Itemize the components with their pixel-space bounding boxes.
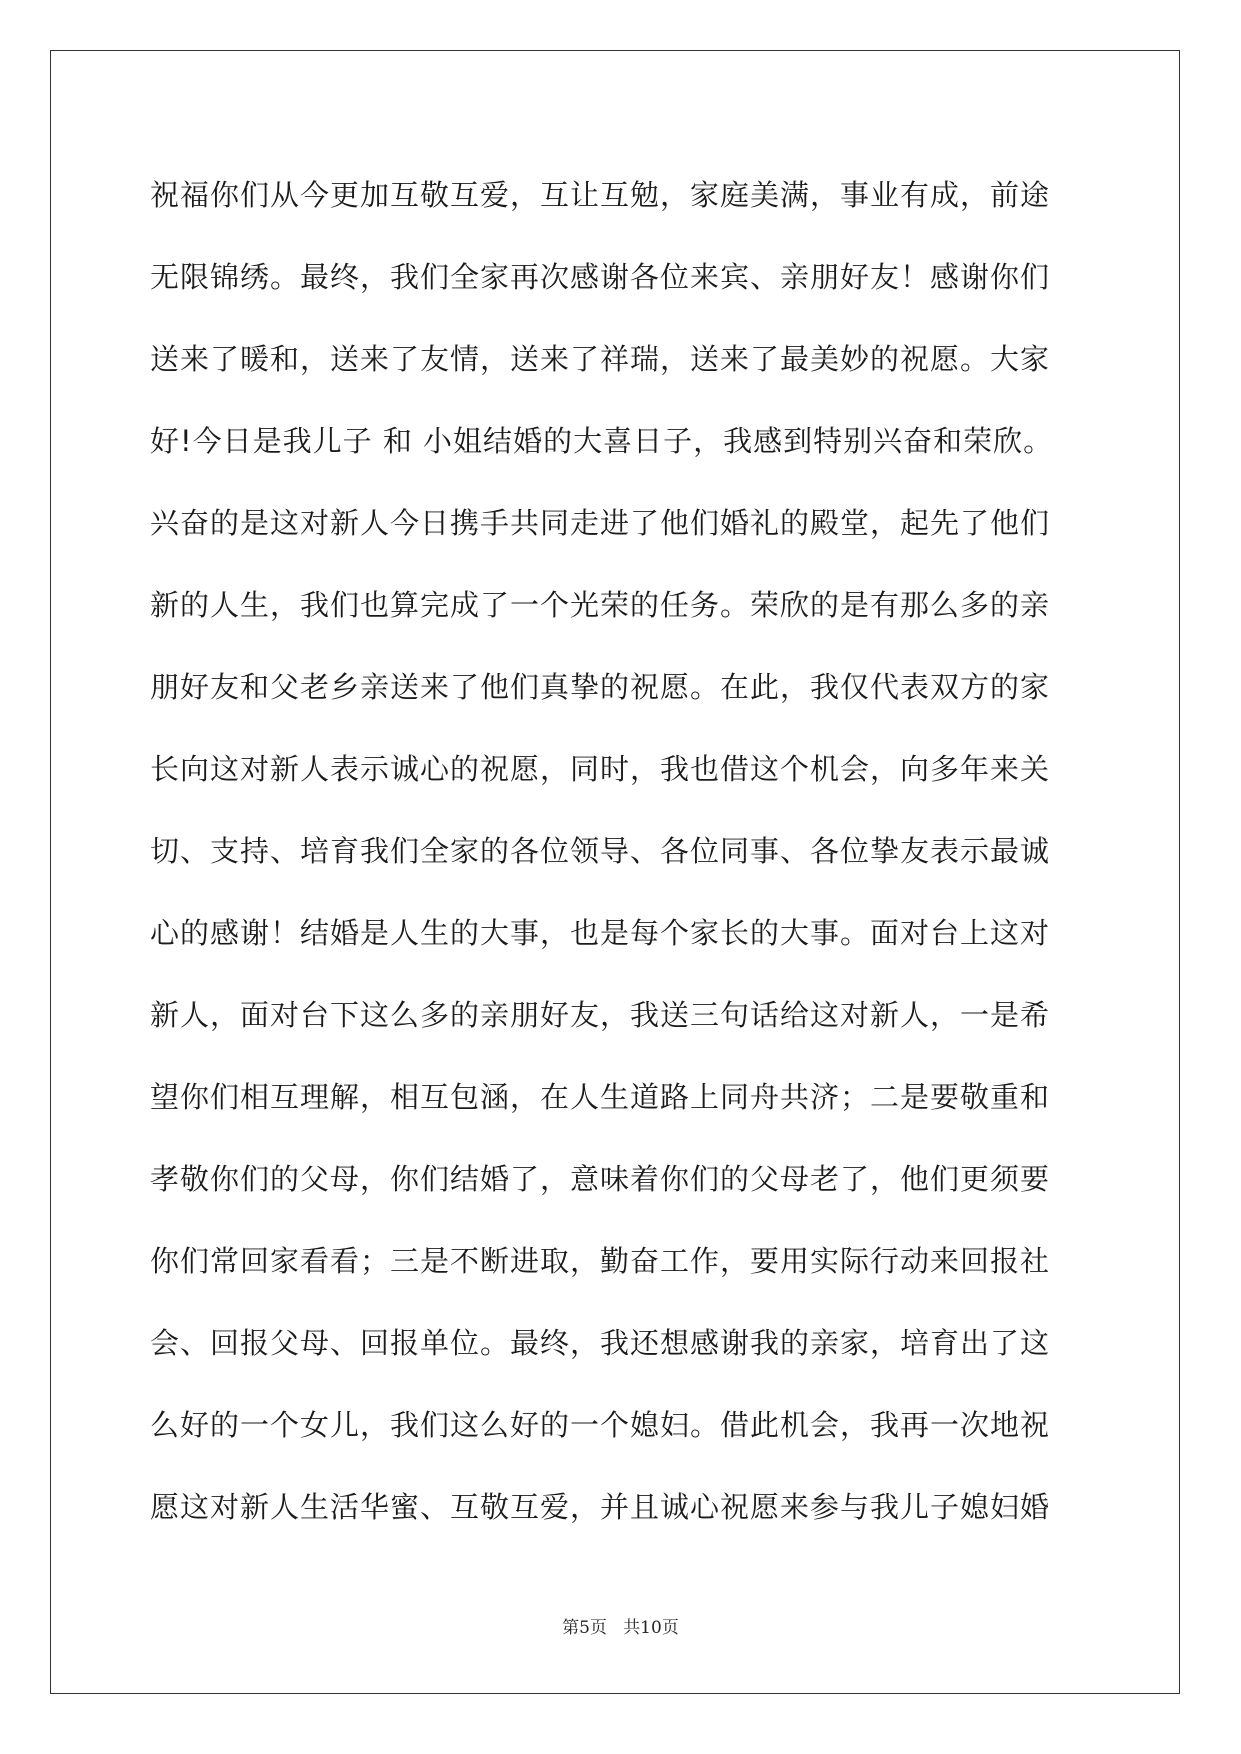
text-line: 会、回报父母、回报单位。最终，我还想感谢我的亲家，培育出了这 xyxy=(150,1326,1051,1360)
page-indicator: 第5页 共10页 xyxy=(562,1618,679,1638)
text-line: 新人，面对台下这么多的亲朋好友，我送三句话给这对新人，一是希 xyxy=(150,998,1051,1032)
text-line: 么好的一个女儿，我们这么好的一个媳妇。借此机会，我再一次地祝 xyxy=(150,1408,1051,1442)
document-body xyxy=(150,160,1090,1554)
text-line: 心的感谢！结婚是人生的大事，也是每个家长的大事。面对台上这对 xyxy=(150,916,1051,950)
text-line: 你们常回家看看；三是不断进取，勤奋工作，要用实际行动来回报社 xyxy=(150,1244,1051,1278)
text-line: 望你们相互理解，相互包涵，在人生道路上同舟共济；二是要敬重和 xyxy=(150,1080,1051,1114)
text-line: 好!今日是我儿子 和 小姐结婚的大喜日子，我感到特别兴奋和荣欣。 xyxy=(150,424,1054,458)
text-line: 孝敬你们的父母，你们结婚了，意味着你们的父母老了，他们更须要 xyxy=(150,1162,1051,1196)
text-line: 朋好友和父老乡亲送来了他们真挚的祝愿。在此，我仅代表双方的家 xyxy=(150,670,1051,704)
text-line: 送来了暖和，送来了友情，送来了祥瑞，送来了最美妙的祝愿。大家 xyxy=(150,342,1051,376)
text-line: 长向这对新人表示诚心的祝愿，同时，我也借这个机会，向多年来关 xyxy=(150,752,1051,786)
text-line: 愿这对新人生活华蜜、互敬互爱，并且诚心祝愿来参与我儿子媳妇婚 xyxy=(150,1490,1051,1524)
text-line: 切、支持、培育我们全家的各位领导、各位同事、各位挚友表示最诚 xyxy=(150,834,1051,868)
text-line: 新的人生，我们也算完成了一个光荣的任务。荣欣的是有那么多的亲 xyxy=(150,588,1051,622)
text-line: 兴奋的是这对新人今日携手共同走进了他们婚礼的殿堂，起先了他们 xyxy=(150,506,1051,540)
page-footer xyxy=(0,1613,1241,1638)
text-line: 无限锦绣。最终，我们全家再次感谢各位来宾、亲朋好友！感谢你们 xyxy=(150,260,1051,294)
text-line: 祝福你们从今更加互敬互爱，互让互勉，家庭美满，事业有成，前途 xyxy=(150,178,1051,212)
